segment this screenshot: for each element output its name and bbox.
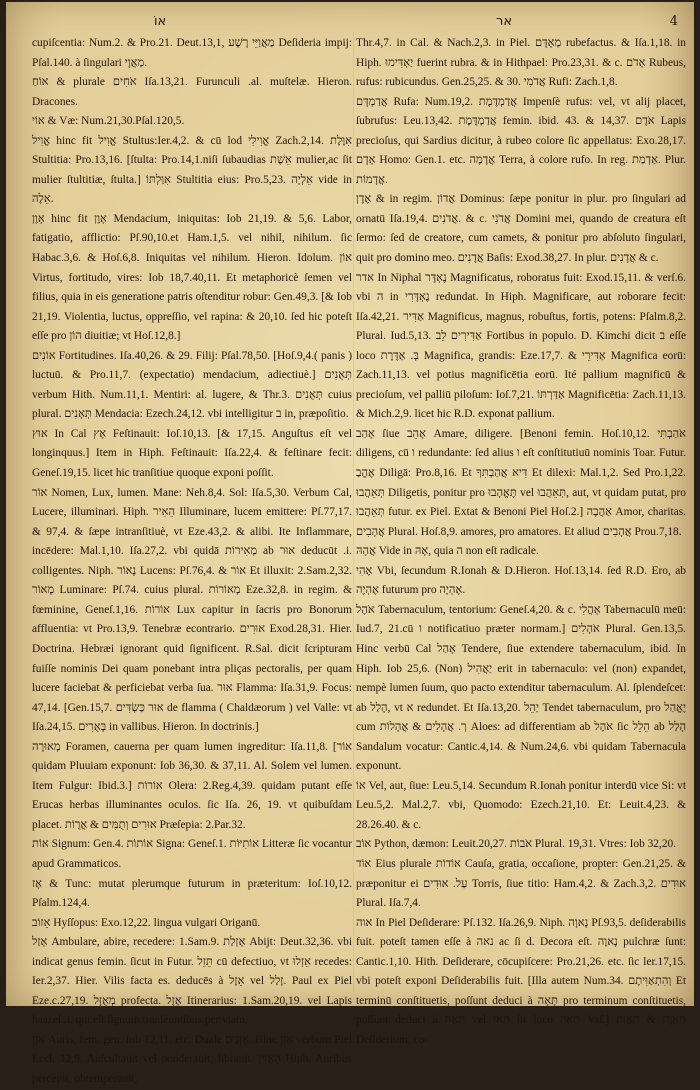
lexicon-entry: אֹהֶל Tabernaculum, tentorium: Geneſ.4,20. & c. אָהֳלִי Tabernaculū meū: Iud.7, 21.cū ו notificatiuo præter normam.] אֹהָלִים Plural. Gen.13,5. Hinc verbū Cal אָהַל Tendere, ſiue extendere tabernaculum, ibid. In Hiph. Iob 25,6. (Non) יַאֲהִיל erit in tabernaculo: vel (non) expandet, nempè lumen ſuum, quo pacto extenditur tabernaculum. Al. ſplendeſcet: ab הָלַל, vt א redundet. Et Iſa.13,20. יַהֵל Tendet tabernaculum, pro יֶאֱהַל cum ך. אֲהָלִים & אֲהָלוֹת Aloes: ad differentiam ab אֹהֶל ſic הֵלֵל ab הָלַל Sandalum vocatur: Cantic.4,14. & Num.24,6. vbi quidam Tabernacula exponunt. [356,603,687,773]
lexicon-entry: cupiſcentia: Num.2. & Pro.21. Deut.13,1, מַאֲוַיֵּי רָשָׁע Deſideria impij: Pſal.140. à ſingulari מַאֲוָי. [32,37,352,69]
lexicon-entry: אוֹחַ & plurale אֹחִים Iſa.13,21. Furunculi .al. muſtelæ. Hieron. Dracones. [32,76,352,108]
book-page [6,2,694,1085]
lexicon-entry: אוֹר Nomen, Lux, lumen. Mane: Neh.8,4. Sol: Iſa.5,30. Verbum Cal, Lucere, illuminari. Hiph. הֵאִיר Illuminare, lucem emittere: Pſ.77,17. & 97,4. & ſæpe intranſitiuè, vt Eze.43,2. & alibi. Ite Inflammare, incēdere: Mal.1,10. Iſa.27,2. vbi quidā מְאִירוֹת ab אוּר deducūt .i. colligentes. Niph. נָאוֹר Lucens: Pſ.76,4. & אוֹר Et illuxit: 2.Sam.2,32. מָאוֹר Luminare: Pſ.74. cuius plural. מְאוֹרוֹת Eze.32,8. in regim. & fœminine, Geneſ.1,16. אוֹרוֹת Lux capitur in ſacris pro Bonorum affluentia: vt Pro.13,9. Tenebræ econtrario. אוּרִים Exod.28,31. Hier. Doctrina. Hebræi ignorant quid ſignificent. R.Sal. dicit ſcripturam fuiſſe nominis Dei quam ponebant intra pliças pectoralis, per quam lucere faciebat & perficiebat verba ſua. אוּר Flamma: Iſa.31,9. Focus: 47,14. [Gen.15,7. אוּר כַּשְׂדִּים de flamma ( Chaldæorum ) vel Valle: vt Iſa.24,15. בָּאֻרִים in vallibus. Hieron. In doctrinis.] [32,486,353,734]
lexicon-entry: אָהַב ſiue אָהֵב Amare, diligere. [Benoni femin. Hoſ.10,12. אֹהַבְתִּי diligens, cū ו redundante: ſed alius ו eſt conſtitutiuū nominis Toar. Futur. אֶהֱבַ Diligā: Pro.8,16. Et דִּיא אֲהַבְתִּךָ Et dilexi: Mal.1,2. Sed Pro.1,22. תְּאֵהֲבוּ Diligetis, ponitur pro תֶּאֱהָבוּ vel תְּאֵהֲבוּ, aut, vt quidam putat, pro תְּאֵהֲבוּ futur. ex Piel. Extat & Benoni Piel Hoſ.2.] אַהֲבָה Amor, charitas. אֲהָבִים Plural. Hoſ.8,9. amores, pro amatores. Et aliud אֲהָבִים Prou.7,18. [356,427,686,538]
lexicon-entry: אָז & Tunc: mutat plerumque futurum in præteritum: Ioſ.10,12. Pſalm.124,4. [32,877,352,910]
lexicon-entry: אוֹת Signum: Gen.4. אוֹתוֹת Signa: Geneſ.1. אוֹתִיּוֹת Litteræ ſic vocantur apud Grammaticos. [32,838,352,870]
lexicon-entry: אוּץ In Cal אָץ Feſtinauit: Ioſ.10,13. [& 17,15. Anguſtus eſt vel longinquus.] Item in Hiph. Feſtinauit: Iſa.22,4. & feſtinare fecit: Geneſ.19,15. licet hic tranſitiue quoque exponi poſſit. [32,427,352,480]
running-head-right: אר [496,14,513,29]
lexicon-entry: אָזַל Ambulare, abire, recedere: 1.Sam.9. אָזְלַת Abijt: Deut.32,36. vbi indicat genus femin. ſicut in Futur. תֵּזֵל cū defectiuo, vt אֵזְלוּ recedes: Ier.2,37. Hier. Vilis facta es. deducēs à אֵזֶל vel זָלַל. Paul ex Piel Eze.c.27,19. מְאֻזָּל profecta. אֶזֶל Itinerarius: 1.Sam.20,19. vel Lapis haazel .i. qui eſt ſignum tranſeuntibus per viam. [32,936,352,1027]
lexicon-entry: אוֹי & Væ: Num.21,30.Pſal.120,5. [32,115,185,128]
lexicon-entry: אֵזוֹב Hyſſopus: Exo.12,22. lingua vulgari Origanū. [32,916,261,929]
lexicon-entry: אָוֶן hinc fit אָוֶן Mendacium, iniquitas: Iob 21,19. & 5,6. Labor, fatigatio, afflictio: Pſ.90,10.et Ham.1,5. vel nihil, nihilum. ſic Habac.3,6. & Hoſ.6,8. Iniquitas vel nihilum. Hieron. Idolum. אוֹן Virtus, fortitudo, vires: Iob 18,7.40,11. Et metaphoricè ſemen vel filius, quia in eis generatione patris oſtenditur robur: Gen.49,3. [& Iob 21,19. Violentia, luctus, oppreſſio, vel rapina: & 20,10. ſed hic poteſt eſſe pro הוֹן diuitiæ; vt Hoſ.12,8.] [32,212,353,343]
lexicon-entry: אוה In Piel Deſiderare: Pſ.132. Iſa.26,9. Niph. נָאוָה Pſ.93,5. deſiderabilis fuit. poteſt tamen eſſe à נאה ac ſi d. Decora eſt. נָאוֶה pulchræ ſunt: Cantic.1,10. Hith. Deſiderare, cōcupiſcere: Pro.21,26. etc. ſic ler.17,15. vbi poteſt exponi Deſiderabilis fuit. [Illa autem Num.34. וְהִתְאַוִּיתֶם Et terminū conſtituetis, poſſunt deduci à תָּאָה pro terminum conſtituetis, poſſunt deduci à תָּאָה vel תְּאוֹ ſit loco תָּאָה Vaſ.] תַּאֲוָה & תַּאֲוַת Deſiderium, co- [356,916,687,1046]
lexicon-entry: אֶדֶן & in regim. אֲדוֹן Dominus: ſæpe ponitur in plur. pro ſingulari ad ornatū Iſa.19,4. אֲדֹנִים. & c. אֲדֹנִי Domini mei, quando de creatura eſt ſermo: ſed de creatore, cum camets, & ponitur pro abſoluto ſingulari, quit pro domino meo. אֲדָנִים Baſis: Exod.38,27. In plur. אֲדָנִים & c. [356,193,686,265]
lexicon-entry: מְאוּרָה Foramen, cauerna per quam lumen ingreditur: Iſa.11,8. [אוֹר quidam Pluuiam exponunt: Iob 36,30. & 37,11. Al. Solem vel lumen. Item Fulgur: Ibid.3.] אוֹרוֹת Olera: 2.Reg.4,39. quidam putant eſſe Erucas herbas illuminantes oculos. ſic Iſa. 26, 19. vt quibuſdam placet. אוּרִים וְתֻמִּים & אֲרֻוֹת Præſepia: 2.Par.32. [32,740,353,831]
lexicon-entry: אֲהָהּ Vide in אָהּ, quia ה non eſt radicale. [356,545,539,558]
lexicon-entry: אוֹנִים Fortitudines. Iſa.40,26. & 29. Filij: Pſal.78,50. [Hoſ.9,4.( panis ) luctuū. & Pro.11,7. (expectatio) mendacium, adiectiuè.] תְּאֻנִים verbum Hith. Num.11,1. Mentiri: al. lugere, & Thr.3. תְּאֻנִים cuius plural. תְּאָנִים Mendacia: Ezech.24,12. vbi intelligitur ב in, præpoſitio. [32,349,352,421]
lexicon-entry: אוֹ Vel, aut, ſiue: Leu.5,14. Secundum R.Ionah ponitur interdū vice Si: vt Leu.5,2. Mal.2,7. vbi, Quomodo: Ezech.21,10. Et: Leuit.4,23. & 28.26.40. & c. [356,779,686,831]
lexicon-entry: אֱוִיל hinc fit אֱוִיל Stultus:Ier.4,2. & cū lod אֱוִילִי Zach.2,14. אִוֶּלֶת Stultitia: Pro.13,16. [ſtulta: Pro.14,1.niſi ſubaudias אֵשֶׁת mulier,ac ſit mulier ſtultitiæ, ſtulta.] אִוַּלְתּוֹ Stultitia eius: Pro.5,23. אֵלְיָה vide in אֵלֶה. [32,134,353,206]
lexicon-entry: אוֹב Python, dæmon: Leuit.20,27. אֹבוֹת Plural. 19,31. Vtres: Iob 32,20. [356,838,677,851]
lexicon-entry: אֲדַמְדָּם Rufa: Num.19,2. אֲדַמְדֶּמֶת Impenſè rufus: vel, vt alij placet, ſubrufus: Leu.13,42. אֲדַמְדֶּמֶת femin. ibid. 43. & 14,37. אֹדֶם Lapis precioſus, qui Sardius dicitur, à rubeo colore ſic appellatus: Exo.28,17. אָדָם Homo: Gen.1. etc. אֲדָמָה Terra, à colore rufo. In reg. אַדְמַת. Plur. אֲדָמוֹת. [356,95,686,186]
lexicon-entry: אוֹד Eius plurale אוֹדוֹת Cauſa, gratia, occaſione, propter: Gen.21,25. & præponitur ei עַל. אוּדִים Torris, ſiue titio: Ham.4,2. & Zach.3,2. אוּדִים Plural. Iſa.7,4. [356,857,687,910]
running-head-left: אוֹ [154,14,167,29]
lexicon-entry: אדר In Niphal נֶאְדָּר Magnificatus, roboratus fuit: Exod.15,11. & verſ.6. vbi ה in נֶאְדָּרִי redundat. In Hiph. Magnificare, aut roborare fecit: Iſa.42,21. אַדִּיר Magnificus, magnus, robuſtus, fortis, potens: Pſalm.8,2. Plural. Iud.5,13. אַדִּירִים לֵב Fortibus in populo. D. Kimchi dicit ב eſſe loco בְּ. אַדֶּרֶת Magnifica, grandis: Eze.17,7. & אַדִּירֵי Magnifica eorū: Zach.11,13. vel potius magnificētia eorū. Ité pallium magnificū & precioſum, vel palliū piloſum: Ioſ.7,21. אַדַּרְתּוֹ Magnificētia: Zach.11,13. & Mich.2,9. licet hic R.D. exponat pallium. [356,271,687,421]
lexicon-column-left [32,34,353,1085]
column-gutter [353,32,354,992]
lexicon-entry: אֹזֶן Auris, fem. gen. Iob 12,11. etc. Duale אָזְנַיִם. Hinc אִזֵּן verbum Piel Eccl. 12,9. Auſcultauit vel ponderauit, librauit. הֶאֱזִין Hiph. Auribus percepit, obtemperauit, [32,1033,352,1085]
lexicon-entry: Thr.4,7. in Cal. & Nach.2,3. in Piel. מְאָדָּם rubefactus. & Iſa.1,18. in Hiph. יַאְדִּימוּ fuerint rubra. & in Hithpael: Pro.23,31. & c. אָדֹם Rubeus, rufus: rubicundus. Gen.25,25. & 30. אֲדֹמִי Rufi: Zach.1,8. [356,37,687,89]
lexicon-column-right [356,34,687,1046]
page-number: 4 [669,14,678,29]
lexicon-entry: אֶהִי Vbi, ſecundum R.Ionah & D.Hieron. Hoſ.13,14. ſed R.D. Ero, ab אֶהְיֶה futurum pro אֶהְיֶה. [356,564,686,597]
